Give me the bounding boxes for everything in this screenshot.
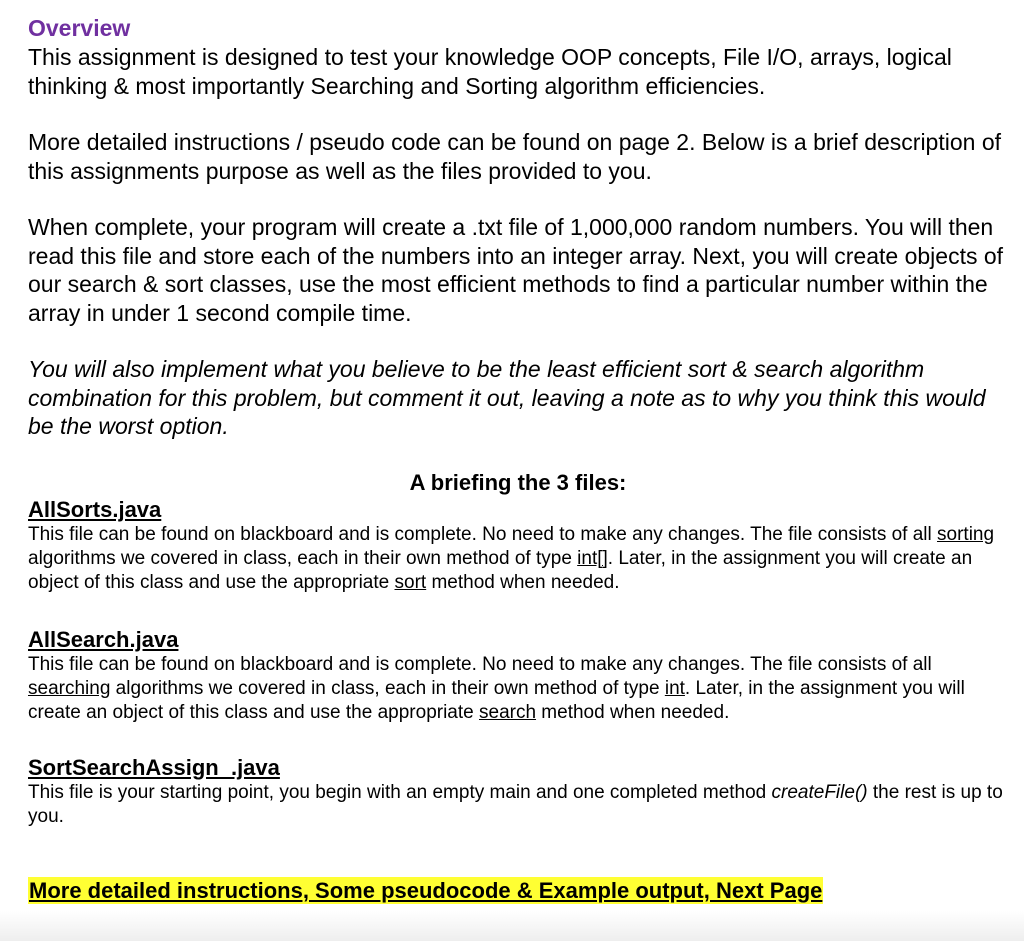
underline-search: search <box>479 701 537 723</box>
file-title-allsearch: AllSearch.java <box>28 626 179 652</box>
next-page-link[interactable]: More detailed instructions, Some pseudocode & Example output, Next Page <box>29 877 823 903</box>
overview-paragraph-1: This assignment is designed to test your knowledge OOP concepts, File I/O, arrays, logical thinking & most importantly Searching and Sorting algorithm efficiencies. <box>28 44 952 99</box>
underline-int: int <box>664 677 685 699</box>
underline-int-array: int[] <box>577 547 608 569</box>
overview-paragraph-3: When complete, your program will create a .txt file of 1,000,000 random numbers. You will then read this file and store each of the numbers into an integer array. Next, you will create objects of our search & sort classes, use the most efficient methods to find a particular number within the array in under 1 second compile time. <box>28 214 1004 326</box>
overview-paragraph-4: You will also implement what you believe to be the least efficient sort & search algorithm combination for this problem, but comment it out, leaving a note as to why you think this would be the worst option. <box>28 356 986 439</box>
file-desc-allsorts: This file can be found on blackboard and is complete. No need to make any changes. The file consists of all sorting algorithms we covered in class, each in their own method of type int[]. Later, in the assignment you will create an object of this class and use the appropriate sort method when needed. <box>28 523 995 593</box>
briefing-title: A briefing the 3 files: <box>409 469 627 495</box>
page-bottom-shade <box>0 911 1024 941</box>
underline-sorting: sorting <box>937 523 995 545</box>
underline-sort: sort <box>394 571 427 593</box>
overview-heading: Overview <box>28 15 131 41</box>
underline-searching: searching <box>28 677 111 699</box>
file-desc-allsearch: This file can be found on blackboard and is complete. No need to make any changes. The file consists of all searching algorithms we covered in class, each in their own method of type int. Later, in the assignment you will create an object of this class and use the appropriate search method when needed. <box>28 653 965 723</box>
document-page <box>28 14 1008 904</box>
createfile-method: createFile() <box>771 781 868 803</box>
file-title-sortsearchassign: SortSearchAssign .java <box>28 754 280 780</box>
file-title-allsorts: AllSorts.java <box>28 496 162 522</box>
overview-paragraph-2: More detailed instructions / pseudo code can be found on page 2. Below is a brief description of this assignments purpose as well as the files provided to you. <box>28 129 1001 184</box>
file-desc-sortsearchassign: This file is your starting point, you begin with an empty main and one completed method createFile() the rest is up to you. <box>28 781 1003 827</box>
